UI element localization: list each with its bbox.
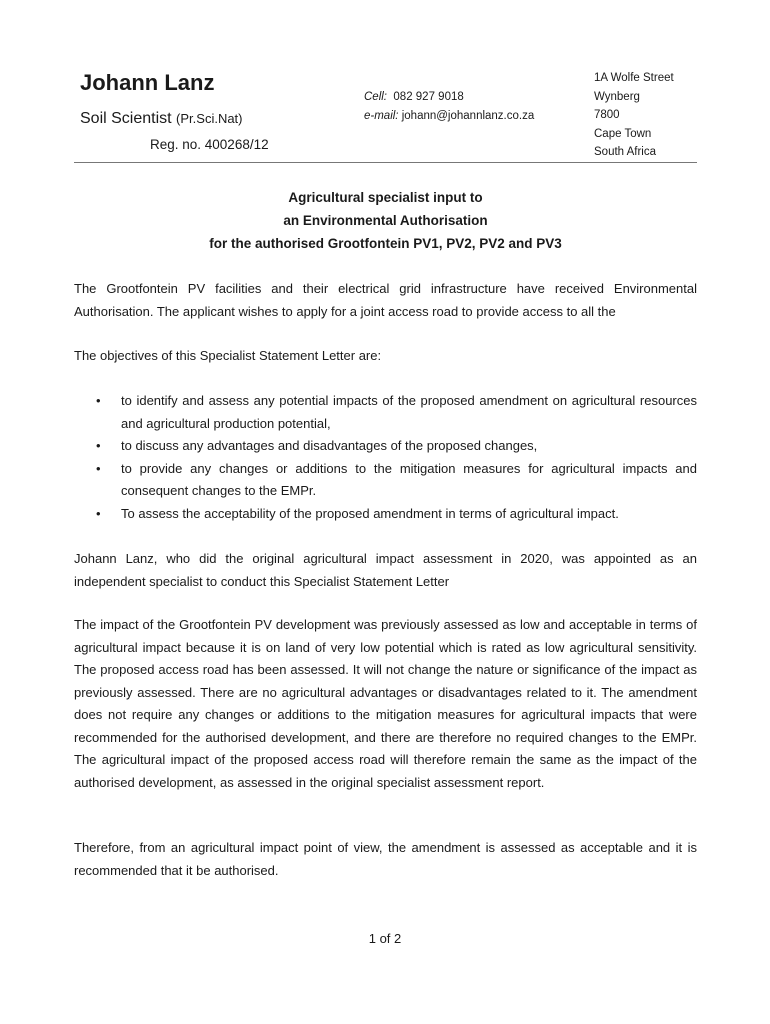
appointment-paragraph: Johann Lanz, who did the original agricultural impact assessment in 2020, was appointed as an independent specialist to conduct this Specialist Statement Letter (74, 551, 697, 589)
contact-block (364, 88, 534, 126)
address-line: South Africa (594, 146, 657, 159)
author-name: Johann Lanz (80, 70, 215, 95)
bullet-icon: • (96, 460, 101, 476)
conclusion-paragraph: Therefore, from an agricultural impact point of view, the amendment is assessed as acceptable and it is recommended that it be authorised. (74, 840, 697, 878)
page-number: 1 of 2 (368, 931, 402, 946)
document-heading (74, 186, 697, 255)
author-title (80, 110, 243, 128)
list-item (74, 503, 697, 526)
heading-line: an Environmental Authorisation (283, 213, 488, 228)
list-item (74, 435, 697, 458)
email-value[interactable]: johann@johannlanz.co.za (401, 110, 535, 122)
cell-label: Cell: (364, 91, 388, 103)
assessment-paragraph: The impact of the Grootfontein PV development was previously assessed as low and acceptable in terms of agricultural impact because it is on land of very low potential which is rated as low agricultural sensitivity. The proposed access road has been assessed. It will not change the nature or significance of the impact as previously assessed. There are no agricultural advantages or disadvantages related to it. The amendment does not require any changes or additions to the mitigation measures for agricultural impacts that were recommended for the authorised development, and there are therefore no required changes to the EMPr. The agricultural impact of the proposed access road will therefore remain the same as the impact of the authorised development, as assessed in the original specialist assessment report. (74, 617, 697, 790)
objectives-intro: The objectives of this Specialist Statement Letter are: (74, 348, 382, 363)
address-line: Cape Town (594, 127, 652, 140)
list-item-text: to discuss any advantages and disadvantages of the proposed changes, (121, 438, 538, 453)
list-item-text: To assess the acceptability of the proposed amendment in terms of agricultural impact. (121, 505, 619, 521)
author-profession: Soil Scientist (80, 110, 172, 127)
address-line: Wynberg (594, 90, 640, 103)
address-block (594, 69, 674, 162)
bullet-icon: • (96, 438, 101, 453)
list-item-text: to provide any changes or additions to the mitigation measures for agricultural impacts and consequent changes to the EMPr. (121, 460, 697, 498)
objectives-list (74, 390, 697, 525)
bullet-icon: • (96, 393, 101, 408)
cell-line (364, 88, 534, 107)
list-item (74, 390, 697, 435)
email-line (364, 107, 534, 126)
email-label: e-mail: (364, 110, 399, 122)
list-item (74, 458, 697, 503)
letterhead-divider (74, 162, 697, 163)
heading-line: Agricultural specialist input to (288, 190, 483, 205)
list-item-text: to identify and assess any potential impacts of the proposed amendment on agricultural resources and agricultural production potential, (121, 393, 697, 431)
address-line: 7800 (594, 109, 620, 122)
heading-line: for the authorised Grootfontein PV1, PV2, PV2 and PV3 (209, 236, 562, 251)
intro-paragraph: The Grootfontein PV facilities and their electrical grid infrastructure have received Environmental Authorisation. The applicant wishes to apply for a joint access road to provide access to all the (74, 281, 697, 319)
bullet-icon: • (96, 505, 101, 521)
cell-value: 082 927 9018 (393, 91, 464, 103)
address-line: 1A Wolfe Street (594, 72, 674, 84)
registration-number: Reg. no. 400268/12 (150, 137, 269, 152)
author-qualification: (Pr.Sci.Nat) (176, 111, 243, 126)
